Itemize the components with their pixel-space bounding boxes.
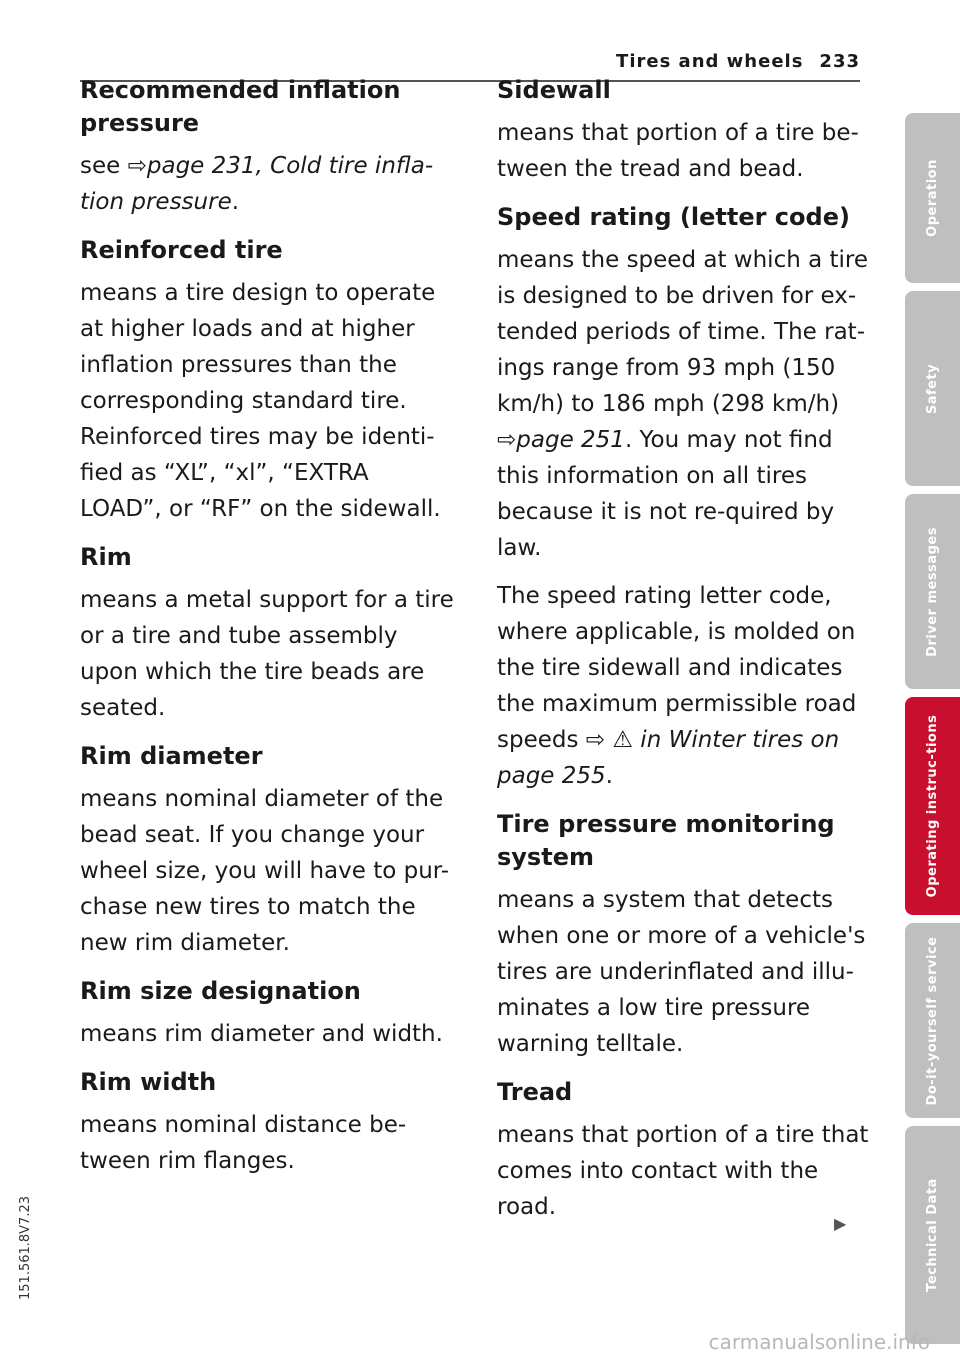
ref-arrow-icon: ⇨ <box>497 427 517 453</box>
ref-arrow-icon: ⇨ <box>127 153 147 179</box>
left-column <box>80 72 455 1191</box>
cross-ref-page-251[interactable]: ⇨page 251 <box>497 427 625 453</box>
watermark: carmanualsonline.info <box>708 1330 930 1354</box>
tab-operating-instructions[interactable]: Operating instruc-tions <box>905 697 960 915</box>
body-sidewall: means that portion of a tire be-tween the tread and bead. <box>497 120 859 182</box>
cross-ref-page-255[interactable]: ⇨ ⚠ in Winter tires on page 255 <box>497 727 840 789</box>
right-column <box>497 72 872 1237</box>
heading-speed-rating: Speed rating (letter code) <box>497 203 850 231</box>
body-speed-rating: means the speed at which a tire is designed to be driven for ex-tended periods of time. The rat-ings range from 93 mph (150 km/h) to 186 mph (298 km/h) ⇨page 251. You may not find this information on all tires because it is not re-quired by law. <box>497 247 869 561</box>
heading-recommended-inflation: Recommended inflation pressure <box>80 76 401 137</box>
tab-operation[interactable]: Operation <box>905 113 960 283</box>
heading-sidewall: Sidewall <box>497 76 611 104</box>
heading-tread: Tread <box>497 1078 573 1106</box>
ref-arrow-icon: ⇨ <box>585 727 606 753</box>
tab-safety[interactable]: Safety <box>905 291 960 486</box>
body-rim-size-designation: means rim diameter and width. <box>80 1021 443 1047</box>
heading-rim-diameter: Rim diameter <box>80 742 263 770</box>
body-rim-diameter: means nominal diameter of the bead seat. If you change your wheel size, you will have to pur-chase new tires to match the new rim diameter. <box>80 786 450 956</box>
document-code: 151.561.8V7.23 <box>18 1196 33 1300</box>
heading-tpms: Tire pressure monitoring system <box>497 810 835 871</box>
section-title: Tires and wheels <box>616 50 804 72</box>
body-rim: means a metal support for a tire or a tire and tube assembly upon which the tire beads are seated. <box>80 587 454 721</box>
body-reinforced-tire: means a tire design to operate at higher loads and at higher inflation pressures than the corresponding standard tire. Reinforced tires may be identi-fied as “XL”, “xl”, “EXTRA LOAD”, or “RF” on the sidewall. <box>80 280 441 522</box>
body-tread: means that portion of a tire that comes into contact with the road. <box>497 1122 869 1220</box>
chapter-sidebar <box>905 113 960 1352</box>
body-tpms: means a system that detects when one or more of a vehicle's tires are underinflated and illu-minates a low tire pressure warning telltale. <box>497 887 866 1057</box>
heading-rim-width: Rim width <box>80 1068 217 1096</box>
heading-rim: Rim <box>80 543 132 571</box>
warning-triangle-icon: ⚠ <box>612 727 633 753</box>
cross-ref-page-231[interactable]: ⇨page 231, Cold tire infla-tion pressure <box>80 153 434 215</box>
heading-rim-size-designation: Rim size designation <box>80 977 361 1005</box>
body-speed-rating-code: The speed rating letter code, where applicable, is molded on the tire sidewall and indicates the maximum permissible road speeds ⇨ ⚠ in Winter tires on page 255. <box>497 583 857 789</box>
continue-arrow-icon: ▶ <box>834 1214 847 1233</box>
body-recommended-inflation: see ⇨page 231, Cold tire infla-tion pressure. <box>80 153 434 215</box>
tab-do-it-yourself-service[interactable]: Do-it-yourself service <box>905 923 960 1118</box>
page-number: 233 <box>819 50 860 72</box>
tab-technical-data[interactable]: Technical Data <box>905 1126 960 1344</box>
body-rim-width: means nominal distance be-tween rim flanges. <box>80 1112 407 1174</box>
heading-reinforced-tire: Reinforced tire <box>80 236 283 264</box>
tab-driver-messages[interactable]: Driver messages <box>905 494 960 689</box>
